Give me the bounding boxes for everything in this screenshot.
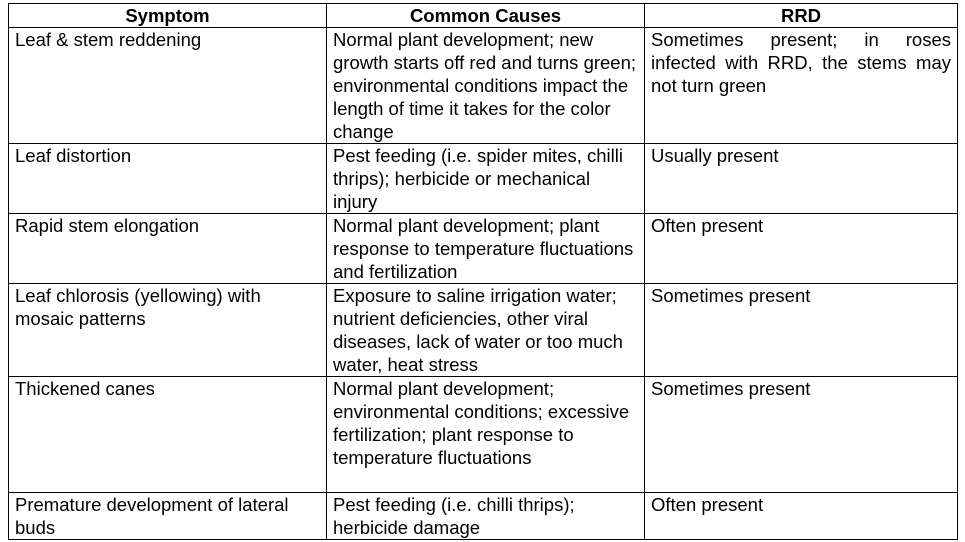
rrd-cell: Often present (645, 214, 958, 284)
symptom-cell: Thickened canes (9, 377, 327, 493)
symptom-cell: Premature development of lateral buds (9, 493, 327, 540)
rrd-cell: Sometimes present (645, 284, 958, 377)
table-row (9, 144, 958, 214)
table-row (9, 377, 958, 493)
rrd-cell: Usually present (645, 144, 958, 214)
symptom-cell: Rapid stem elongation (9, 214, 327, 284)
causes-cell: Normal plant development; new growth starts off red and turns green; environmental conditions impact the length of time it takes for the color change (327, 28, 645, 144)
symptom-cell: Leaf & stem reddening (9, 28, 327, 144)
symptom-table (8, 3, 958, 540)
rrd-cell: Sometimes present; in roses infected with RRD, the stems may not turn green (645, 28, 958, 144)
header-rrd: RRD (645, 4, 958, 28)
table-row (9, 28, 958, 144)
causes-cell: Normal plant development; plant response to temperature fluctuations and fertilization (327, 214, 645, 284)
table-row (9, 284, 958, 377)
table-row (9, 493, 958, 540)
header-symptom: Symptom (9, 4, 327, 28)
rrd-cell: Often present (645, 493, 958, 540)
causes-cell: Exposure to saline irrigation water; nutrient deficiencies, other viral diseases, lack of water or too much water, heat stress (327, 284, 645, 377)
table-header-row (9, 4, 958, 28)
table-row (9, 214, 958, 284)
rrd-cell: Sometimes present (645, 377, 958, 493)
causes-cell: Pest feeding (i.e. chilli thrips); herbicide damage (327, 493, 645, 540)
causes-cell: Normal plant development; environmental conditions; excessive fertilization; plant response to temperature fluctuations (327, 377, 645, 493)
symptom-cell: Leaf chlorosis (yellowing) with mosaic patterns (9, 284, 327, 377)
header-common-causes: Common Causes (327, 4, 645, 28)
symptom-cell: Leaf distortion (9, 144, 327, 214)
causes-cell: Pest feeding (i.e. spider mites, chilli thrips); herbicide or mechanical injury (327, 144, 645, 214)
